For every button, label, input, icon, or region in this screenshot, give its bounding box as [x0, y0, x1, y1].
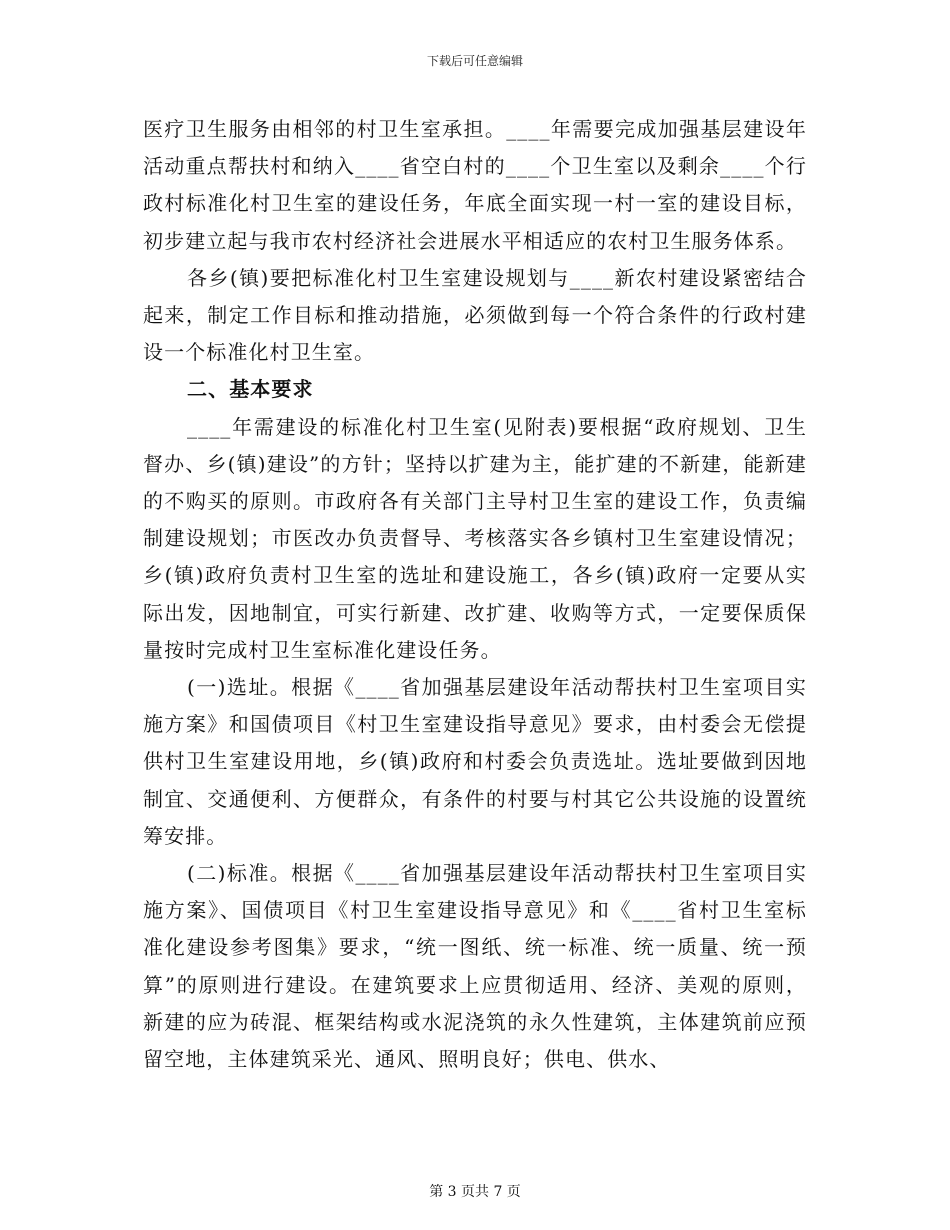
paragraph-4: (一)选址。根据《____省加强基层建设年活动帮扶村卫生室项目实施方案》和国债项目《村卫生室建设指导意见》要求，由村委会无偿提供村卫生室建设用地，乡(镇)政府和村委会负责选址。选址要做到因地制宜、交通便利、方便群众，有条件的村要与村其它公共设施的设置统筹安排。	[143, 675, 807, 848]
paragraph-2: 各乡(镇)要把标准化村卫生室建设规划与____新农村建设紧密结合起来，制定工作目标和推动措施，必须做到每一个符合条件的行政村建设一个标准化村卫生室。	[143, 265, 807, 365]
paragraph-3: ____年需建设的标准化村卫生室(见附表)要根据“政府规划、卫生督办、乡(镇)建设”的方针；坚持以扩建为主，能扩建的不新建，能新建的不购买的原则。市政府各有关部门主导村卫生室的建设工作，负责编制建设规划；市医改办负责督导、考核落实各乡镇村卫生室建设情况；乡(镇)政府负责村卫生室的选址和建设施工，各乡(镇)政府一定要从实际出发，因地制宜，可实行新建、改扩建、收购等方式，一定要保质保量按时完成村卫生室标准化建设任务。	[143, 414, 807, 662]
paragraph-5: (二)标准。根据《____省加强基层建设年活动帮扶村卫生室项目实施方案》、国债项目《村卫生室建设指导意见》和《____省村卫生室标准化建设参考图集》要求，“统一图纸、统一标准、统一质量、统一预算”的原则进行建设。在建筑要求上应贯彻适用、经济、美观的原则，新建的应为砖混、框架结构或水泥浇筑的永久性建筑，主体建筑前应预留空地，主体建筑采光、通风、照明良好；供电、供水、	[143, 861, 807, 1072]
page-footer: 第 3 页共 7 页	[429, 1184, 521, 1200]
document-body	[143, 111, 807, 1078]
page-header: 下载后可任意编辑	[426, 54, 523, 68]
paragraph-1: 医疗卫生服务由相邻的村卫生室承担。____年需要完成加强基层建设年活动重点帮扶村和纳入____省空白村的____个卫生室以及剩余____个行政村标准化村卫生室的建设任务，年底全面实现一村一室的建设目标，初步建立起与我市农村经济社会进展水平相适应的农村卫生服务体系。	[143, 117, 807, 253]
section-heading: 二、基本要求	[187, 377, 314, 402]
